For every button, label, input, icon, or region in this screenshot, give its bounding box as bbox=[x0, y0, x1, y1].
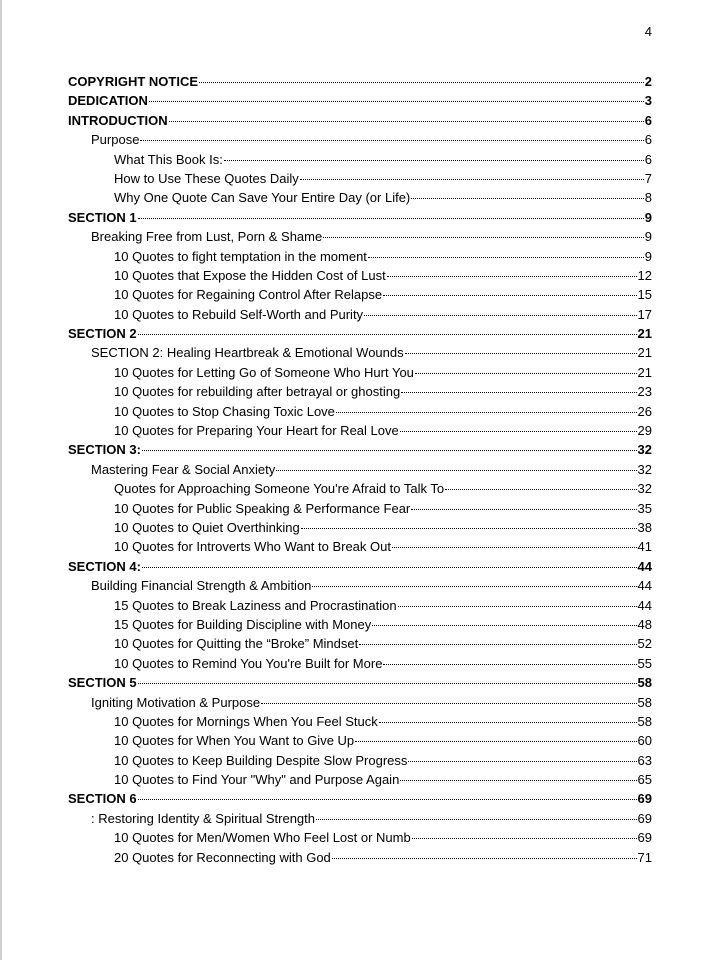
toc-dot-leader bbox=[398, 606, 637, 607]
toc-dot-leader bbox=[332, 858, 637, 859]
toc-entry-title: SECTION 6 bbox=[68, 791, 137, 807]
toc-entry[interactable] bbox=[68, 150, 652, 169]
page-number: 4 bbox=[644, 24, 652, 39]
toc-entry-title: 15 Quotes for Building Discipline with Money bbox=[114, 616, 372, 632]
toc-entry[interactable] bbox=[68, 421, 652, 440]
toc-entry[interactable] bbox=[68, 130, 652, 149]
toc-dot-leader bbox=[412, 838, 637, 839]
toc-entry-title: 10 Quotes for Men/Women Who Feel Lost or Numb bbox=[114, 830, 411, 846]
toc-entry-title: SECTION 3: bbox=[68, 442, 141, 458]
toc-entry[interactable] bbox=[68, 596, 652, 615]
toc-dot-leader bbox=[323, 237, 644, 238]
toc-dot-leader bbox=[149, 101, 644, 102]
toc-dot-leader bbox=[401, 392, 636, 393]
toc-dot-leader bbox=[387, 276, 637, 277]
toc-dot-leader bbox=[359, 644, 636, 645]
toc-entry-title: 10 Quotes to Keep Building Despite Slow Progress bbox=[114, 752, 408, 768]
toc-entry-title: 10 Quotes for Preparing Your Heart for Real Love bbox=[114, 423, 399, 439]
toc-dot-leader bbox=[316, 819, 637, 820]
toc-dot-leader bbox=[445, 489, 636, 490]
toc-entry-page: 6 bbox=[644, 151, 652, 167]
toc-dot-leader bbox=[138, 683, 637, 684]
toc-entry-title: : Restoring Identity & Spiritual Strength bbox=[91, 810, 316, 826]
toc-entry-page: 3 bbox=[644, 93, 652, 109]
toc-entry-page: 7 bbox=[644, 170, 652, 186]
toc-dot-leader bbox=[364, 315, 636, 316]
toc-dot-leader bbox=[411, 198, 644, 199]
toc-entry-page: 71 bbox=[637, 849, 652, 865]
toc-entry-title: Mastering Fear & Social Anxiety bbox=[91, 461, 276, 477]
toc-entry-page: 48 bbox=[637, 616, 652, 632]
toc-entry-page: 69 bbox=[637, 810, 652, 826]
toc-entry-title: What This Book Is: bbox=[114, 151, 223, 167]
toc-entry-page: 44 bbox=[637, 558, 652, 574]
toc-dot-leader bbox=[368, 257, 644, 258]
toc-entry[interactable] bbox=[68, 537, 652, 556]
toc-entry[interactable] bbox=[68, 169, 652, 188]
toc-dot-leader bbox=[224, 160, 644, 161]
toc-entry-page: 9 bbox=[644, 248, 652, 264]
page-edge bbox=[0, 0, 2, 960]
toc-entry-title: Igniting Motivation & Purpose bbox=[91, 694, 261, 710]
toc-dot-leader bbox=[336, 412, 637, 413]
toc-entry-page: 6 bbox=[644, 132, 652, 148]
toc-dot-leader bbox=[411, 509, 636, 510]
toc-entry[interactable] bbox=[68, 363, 652, 382]
toc-entry-title: 10 Quotes for Public Speaking & Performance Fear bbox=[114, 500, 411, 516]
toc-entry-page: 9 bbox=[644, 209, 652, 225]
toc-entry-page: 32 bbox=[637, 481, 652, 497]
toc-dot-leader bbox=[142, 567, 637, 568]
toc-entry-page: 60 bbox=[637, 733, 652, 749]
toc-entry-title: DEDICATION bbox=[68, 93, 148, 109]
toc-entry[interactable] bbox=[68, 789, 652, 808]
toc-entry-page: 63 bbox=[637, 752, 652, 768]
toc-entry[interactable] bbox=[68, 91, 652, 110]
toc-entry[interactable] bbox=[68, 208, 652, 227]
toc-entry-page: 58 bbox=[637, 713, 652, 729]
toc-entry[interactable] bbox=[68, 227, 652, 246]
toc-entry[interactable] bbox=[68, 305, 652, 324]
toc-entry-page: 55 bbox=[637, 655, 652, 671]
toc-entry-title: 10 Quotes to Stop Chasing Toxic Love bbox=[114, 403, 335, 419]
toc-entry-title: How to Use These Quotes Daily bbox=[114, 170, 299, 186]
toc-entry-page: 35 bbox=[637, 500, 652, 516]
toc-entry-title: 10 Quotes to fight temptation in the moment bbox=[114, 248, 367, 264]
toc-entry[interactable] bbox=[68, 693, 652, 712]
toc-entry-title: SECTION 1 bbox=[68, 209, 137, 225]
toc-entry[interactable] bbox=[68, 247, 652, 266]
toc-entry-title: Quotes for Approaching Someone You're Afraid to Talk To bbox=[114, 481, 445, 497]
toc-entry[interactable] bbox=[68, 828, 652, 847]
toc-entry-page: 9 bbox=[644, 229, 652, 245]
toc-entry-title: 10 Quotes for Introverts Who Want to Break Out bbox=[114, 539, 391, 555]
toc-entry-page: 44 bbox=[637, 597, 652, 613]
toc-entry[interactable] bbox=[68, 557, 652, 576]
toc-dot-leader bbox=[138, 334, 637, 335]
toc-entry-page: 38 bbox=[637, 519, 652, 535]
toc-entry-title: 10 Quotes for When You Want to Give Up bbox=[114, 733, 355, 749]
toc-dot-leader bbox=[142, 450, 637, 451]
toc-dot-leader bbox=[392, 547, 637, 548]
toc-dot-leader bbox=[383, 295, 636, 296]
toc-entry[interactable] bbox=[68, 673, 652, 692]
toc-entry[interactable] bbox=[68, 634, 652, 653]
toc-entry[interactable] bbox=[68, 343, 652, 362]
toc-entry[interactable] bbox=[68, 518, 652, 537]
toc-entry-title: SECTION 5 bbox=[68, 675, 137, 691]
toc-dot-leader bbox=[199, 82, 644, 83]
toc-entry-title: SECTION 2: Healing Heartbreak & Emotional Wounds bbox=[91, 345, 404, 361]
toc-entry[interactable] bbox=[68, 324, 652, 343]
toc-entry-title: 10 Quotes to Quiet Overthinking bbox=[114, 519, 300, 535]
toc-entry-title: SECTION 2 bbox=[68, 326, 137, 342]
toc-entry[interactable] bbox=[68, 460, 652, 479]
toc-entry-title: 10 Quotes to Rebuild Self-Worth and Purity bbox=[114, 306, 364, 322]
table-of-contents bbox=[68, 72, 652, 867]
toc-entry-title: COPYRIGHT NOTICE bbox=[68, 74, 199, 89]
toc-entry-page: 21 bbox=[637, 326, 652, 342]
toc-entry[interactable] bbox=[68, 266, 652, 285]
toc-entry-page: 15 bbox=[637, 287, 652, 303]
toc-entry-page: 12 bbox=[637, 267, 652, 283]
toc-entry-page: 69 bbox=[637, 830, 652, 846]
toc-entry-page: 58 bbox=[637, 694, 652, 710]
toc-entry-title: 10 Quotes for Quitting the “Broke” Mindset bbox=[114, 636, 359, 652]
toc-dot-leader bbox=[379, 722, 637, 723]
toc-dot-leader bbox=[400, 780, 636, 781]
toc-entry-title: 10 Quotes for Letting Go of Someone Who Hurt You bbox=[114, 364, 414, 380]
toc-dot-leader bbox=[301, 528, 637, 529]
toc-entry-title: 10 Quotes for Mornings When You Feel Stuck bbox=[114, 713, 378, 729]
toc-dot-leader bbox=[312, 586, 636, 587]
toc-entry-title: SECTION 4: bbox=[68, 558, 141, 574]
toc-entry-title: 15 Quotes to Break Laziness and Procrastination bbox=[114, 597, 397, 613]
toc-dot-leader bbox=[408, 761, 636, 762]
toc-dot-leader bbox=[261, 703, 636, 704]
toc-entry[interactable] bbox=[68, 809, 652, 828]
toc-entry-title: 10 Quotes that Expose the Hidden Cost of Lust bbox=[114, 267, 386, 283]
toc-entry[interactable] bbox=[68, 440, 652, 459]
toc-entry-page: 21 bbox=[637, 345, 652, 361]
toc-entry-page: 69 bbox=[637, 791, 652, 807]
toc-entry-page: 41 bbox=[637, 539, 652, 555]
toc-entry[interactable] bbox=[68, 576, 652, 595]
toc-entry[interactable] bbox=[68, 285, 652, 304]
toc-entry[interactable] bbox=[68, 615, 652, 634]
toc-entry[interactable] bbox=[68, 499, 652, 518]
toc-entry-title: Building Financial Strength & Ambition bbox=[91, 578, 312, 594]
toc-dot-leader bbox=[140, 140, 643, 141]
toc-entry[interactable] bbox=[68, 188, 652, 207]
toc-dot-leader bbox=[415, 373, 637, 374]
toc-entry-page: 32 bbox=[637, 442, 652, 458]
toc-entry-title: Breaking Free from Lust, Porn & Shame bbox=[91, 229, 323, 245]
toc-dot-leader bbox=[405, 353, 637, 354]
toc-entry[interactable] bbox=[68, 654, 652, 673]
toc-dot-leader bbox=[276, 470, 636, 471]
toc-entry-title: 10 Quotes for Regaining Control After Relapse bbox=[114, 287, 383, 303]
toc-entry-page: 65 bbox=[637, 772, 652, 788]
toc-entry[interactable] bbox=[68, 731, 652, 750]
toc-entry-title: Purpose bbox=[91, 132, 140, 148]
toc-entry-title: 10 Quotes to Remind You You're Built for More bbox=[114, 655, 383, 671]
toc-dot-leader bbox=[400, 431, 637, 432]
toc-entry-title: 10 Quotes for rebuilding after betrayal or ghosting bbox=[114, 384, 401, 400]
toc-entry-page: 52 bbox=[637, 636, 652, 652]
toc-dot-leader bbox=[300, 179, 644, 180]
toc-entry-page: 44 bbox=[637, 578, 652, 594]
toc-entry-title: 10 Quotes to Find Your "Why" and Purpose Again bbox=[114, 772, 400, 788]
toc-dot-leader bbox=[383, 664, 636, 665]
toc-dot-leader bbox=[138, 218, 644, 219]
toc-entry-page: 58 bbox=[637, 675, 652, 691]
toc-entry-page: 21 bbox=[637, 364, 652, 380]
toc-entry-page: 26 bbox=[637, 403, 652, 419]
toc-entry[interactable] bbox=[68, 848, 652, 867]
toc-entry-page: 32 bbox=[637, 461, 652, 477]
toc-entry-title: 20 Quotes for Reconnecting with God bbox=[114, 849, 331, 865]
toc-entry[interactable] bbox=[68, 751, 652, 770]
toc-entry[interactable] bbox=[68, 712, 652, 731]
toc-entry-page: 23 bbox=[637, 384, 652, 400]
toc-dot-leader bbox=[355, 741, 636, 742]
toc-entry-page: 2 bbox=[644, 74, 652, 89]
toc-entry[interactable] bbox=[68, 479, 652, 498]
toc-dot-leader bbox=[138, 799, 637, 800]
toc-entry-page: 29 bbox=[637, 423, 652, 439]
toc-entry-page: 17 bbox=[637, 306, 652, 322]
toc-entry[interactable] bbox=[68, 402, 652, 421]
toc-entry[interactable] bbox=[68, 111, 652, 130]
toc-entry-title: Why One Quote Can Save Your Entire Day (or Life) bbox=[114, 190, 411, 206]
toc-entry-page: 8 bbox=[644, 190, 652, 206]
toc-entry-page: 6 bbox=[644, 112, 652, 128]
toc-entry[interactable] bbox=[68, 72, 652, 91]
toc-dot-leader bbox=[169, 121, 644, 122]
toc-dot-leader bbox=[372, 625, 636, 626]
toc-entry[interactable] bbox=[68, 770, 652, 789]
toc-entry[interactable] bbox=[68, 382, 652, 401]
toc-entry-title: INTRODUCTION bbox=[68, 112, 168, 128]
